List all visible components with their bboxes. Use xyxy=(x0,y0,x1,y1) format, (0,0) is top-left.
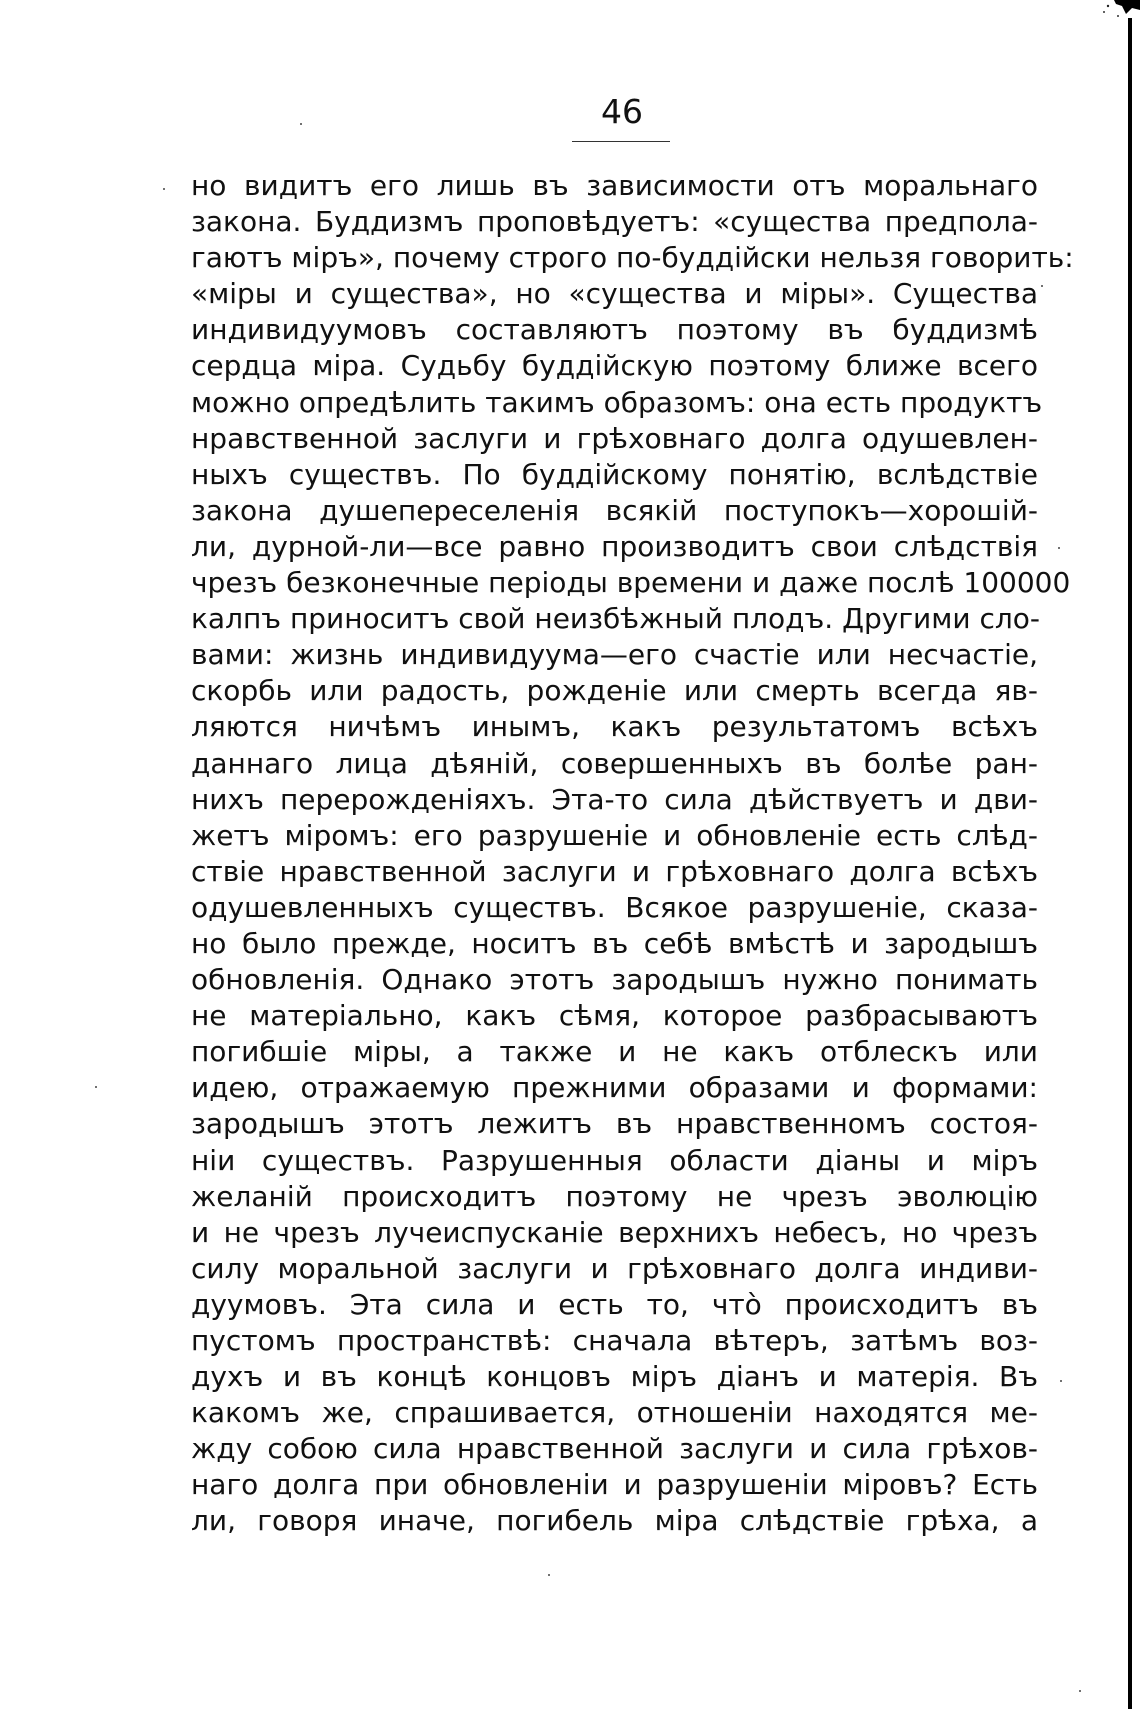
text-line: и не чрезъ лучеиспусканіе верхнихъ небесъ, но чрезъ xyxy=(191,1215,1038,1249)
text-line: дуумовъ. Эта сила и есть то, что̀ происходитъ въ xyxy=(191,1287,1038,1321)
text-line: можно опредѣлить такимъ образомъ: она есть продуктъ xyxy=(191,385,1043,419)
text-line: чрезъ безконечные періоды времени и даже послѣ 100000 xyxy=(191,566,1071,600)
scan-speck xyxy=(1058,547,1060,549)
scan-speck xyxy=(548,1574,550,1576)
text-line: обновленія. Однако этотъ зародышъ нужно понимать xyxy=(191,963,1038,997)
text-line: духъ и въ концѣ концовъ міръ діанъ и матерія. Въ xyxy=(191,1360,1038,1394)
text-line: нравственной заслуги и грѣховнаго долга одушевлен- xyxy=(191,421,1038,455)
scan-speck xyxy=(95,1086,97,1088)
scan-speck xyxy=(300,123,302,125)
text-line: калпъ приноситъ свой неизбѣжный плодъ. Другими сло- xyxy=(191,602,1040,636)
text-line: ствіе нравственной заслуги и грѣховнаго долга всѣхъ xyxy=(191,854,1038,888)
text-line: но было прежде, носитъ въ себѣ вмѣстѣ и зародышъ xyxy=(191,926,1038,960)
text-line: ли, говоря иначе, погибель міра слѣдствіе грѣха, а xyxy=(191,1504,1038,1538)
text-line: гаютъ міръ», почему строго по-буддійски нельзя говорить: xyxy=(191,241,1074,275)
text-line: жду собою сила нравственной заслуги и сила грѣхов- xyxy=(191,1432,1038,1466)
text-line: пустомъ пространствѣ: сначала вѣтеръ, затѣмъ воз- xyxy=(191,1324,1038,1357)
page-number-rule xyxy=(572,141,670,142)
text-line: но видитъ его лишь въ зависимости отъ моральнаго xyxy=(191,169,1038,202)
page-edge-border xyxy=(1128,18,1132,1709)
text-line: сердца міра. Судьбу буддійскую поэтому ближе всего xyxy=(191,349,1038,383)
text-line: ли, дурной-ли—все равно производитъ свои слѣдствія xyxy=(191,529,1038,563)
body-text xyxy=(191,168,1074,1540)
text-line: ніи существъ. Разрушенныя области діаны и міръ xyxy=(191,1143,1038,1177)
text-line: ляются ничѣмъ инымъ, какъ результатомъ всѣхъ xyxy=(191,710,1038,744)
scan-speck xyxy=(1079,1690,1081,1692)
page-number: 46 xyxy=(601,92,643,131)
text-line: какомъ же, спрашивается, отношеніи находятся ме- xyxy=(191,1396,1038,1430)
text-line: жетъ міромъ: его разрушеніе и обновленіе есть слѣд- xyxy=(191,818,1038,852)
text-line: нихъ перерожденіяхъ. Эта-то сила дѣйствуетъ и дви- xyxy=(191,782,1038,816)
text-line: вами: жизнь индивидуума—его счастіе или несчастіе, xyxy=(191,638,1038,672)
scan-speck xyxy=(1041,285,1043,287)
text-line: желаній происходитъ поэтому не чрезъ эволюцію xyxy=(191,1179,1038,1213)
text-line: наго долга при обновленіи и разрушеніи міровъ? Есть xyxy=(191,1468,1038,1502)
scan-speck xyxy=(1060,1380,1062,1382)
text-line: силу моральной заслуги и грѣховнаго долга индиви- xyxy=(191,1251,1038,1285)
scan-corner-mark xyxy=(1096,0,1140,30)
text-line: зародышъ этотъ лежитъ въ нравственномъ состоя- xyxy=(191,1107,1038,1141)
text-line: закона душепереселенія всякій поступокъ—хорошій- xyxy=(191,493,1038,527)
text-line: даннаго лица дѣяній, совершенныхъ въ болѣе ран- xyxy=(191,746,1038,780)
text-line: одушевленныхъ существъ. Всякое разрушеніе, сказа- xyxy=(191,890,1038,924)
text-line: ныхъ существъ. По буддійскому понятію, вслѣдствіе xyxy=(191,457,1038,491)
text-line: погибшіе міры, а также и не какъ отблескъ или xyxy=(191,1035,1038,1069)
text-line: «міры и существа», но «существа и міры». Существа xyxy=(191,277,1038,311)
text-line: не матеріально, какъ сѣмя, которое разбрасываютъ xyxy=(191,999,1038,1033)
text-line: идею, отражаемую прежними образами и формами: xyxy=(191,1071,1038,1105)
scan-speck xyxy=(163,188,165,190)
text-line: индивидуумовъ составляютъ поэтому въ буддизмѣ xyxy=(191,313,1038,347)
text-line: скорбь или радость, рожденіе или смерть всегда яв- xyxy=(191,674,1038,708)
text-line: закона. Буддизмъ проповѣдуетъ: «существа предпола- xyxy=(191,205,1038,239)
